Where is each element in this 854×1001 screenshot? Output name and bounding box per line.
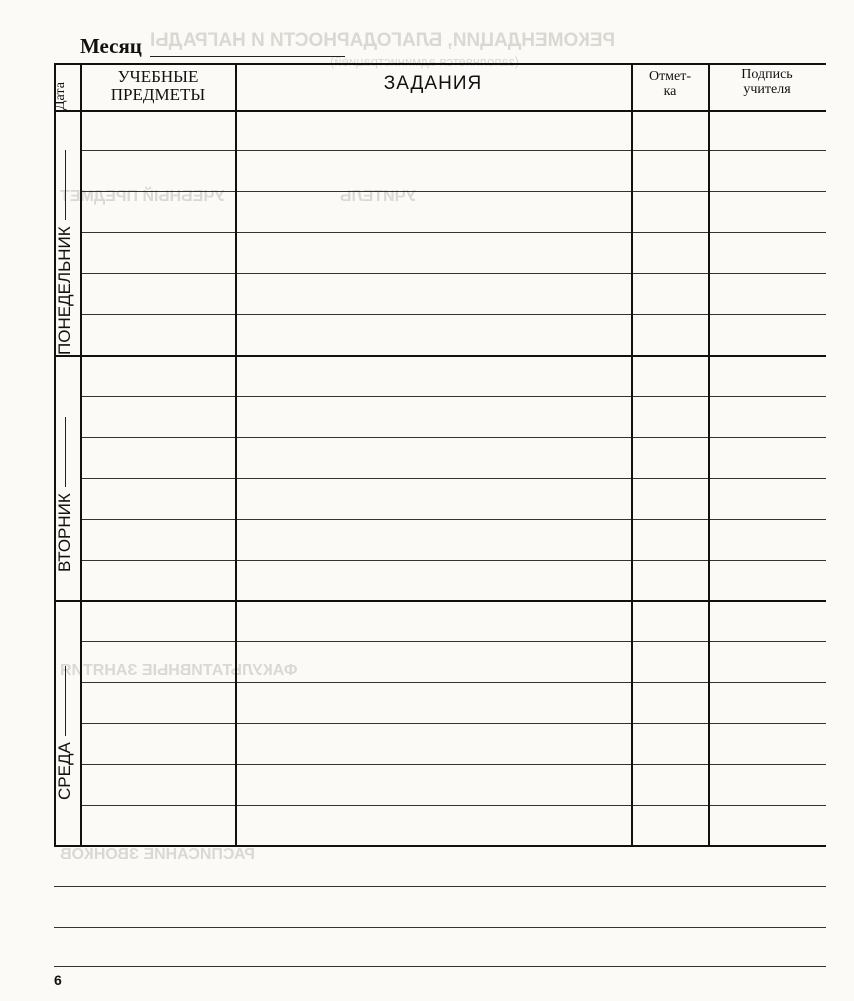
- subjects-column-header: [82, 68, 234, 104]
- mark-header-line1: Отмет-: [648, 69, 692, 84]
- day-name-wednesday: СРЕДА: [55, 742, 74, 800]
- month-field[interactable]: [150, 56, 345, 57]
- notes-line[interactable]: [54, 927, 826, 928]
- day-label-tuesday: [55, 417, 75, 572]
- notes-line[interactable]: [54, 966, 826, 967]
- day-name-monday: ПОНЕДЕЛЬНИК: [55, 226, 74, 355]
- row-line: [80, 764, 826, 765]
- signature-header-line1: Подпись: [741, 67, 793, 82]
- day-separator: [54, 600, 826, 602]
- row-line: [80, 191, 826, 192]
- date-field-tuesday[interactable]: [65, 417, 66, 487]
- month-label: Месяц: [80, 34, 142, 58]
- row-line: [80, 805, 826, 806]
- row-line: [80, 723, 826, 724]
- mark-column-header: [632, 70, 708, 99]
- show-through-subtitle: (заполняется администрацией): [330, 54, 519, 69]
- show-through-title: РЕКОМЕНДАЦИИ, БЛАГОДАРНОСТИ И НАГРАДЫ: [150, 30, 616, 51]
- table-top-border: [54, 63, 826, 65]
- row-line: [80, 641, 826, 642]
- signature-header-line2: учителя: [743, 81, 791, 97]
- day-label-monday: [55, 150, 75, 355]
- row-line: [80, 232, 826, 233]
- row-line: [80, 150, 826, 151]
- row-line: [80, 682, 826, 683]
- column-line-date: [80, 63, 82, 846]
- row-line: [80, 273, 826, 274]
- date-field-monday[interactable]: [65, 150, 66, 220]
- signature-column-header: [710, 68, 824, 97]
- date-column-header: Дата: [53, 82, 68, 110]
- row-line: [80, 396, 826, 397]
- page-number: 6: [54, 972, 62, 988]
- column-line-tasks: [631, 63, 633, 846]
- show-through-section2: ФАКУЛЬТАТИВНЫЕ ЗАНЯТИЯ: [60, 662, 298, 679]
- mark-header-line2: ка: [663, 83, 677, 99]
- date-field-wednesday[interactable]: [65, 666, 66, 736]
- row-line: [80, 314, 826, 315]
- row-line: [80, 519, 826, 520]
- column-line-subjects: [235, 63, 237, 846]
- column-line-mark: [708, 63, 710, 846]
- day-separator: [54, 355, 826, 357]
- day-label-wednesday: [55, 666, 75, 800]
- subjects-header-line1: УЧЕБНЫЕ: [117, 67, 199, 86]
- row-line: [80, 478, 826, 479]
- row-line: [80, 560, 826, 561]
- show-through-section1b: УЧИТЕЛЬ: [340, 188, 416, 205]
- day-name-tuesday: ВТОРНИК: [55, 493, 74, 572]
- show-through-section3: РАСПИСАНИЕ ЗВОНКОВ: [60, 846, 255, 863]
- tasks-column-header: ЗАДАНИЯ: [383, 73, 483, 94]
- row-line: [80, 437, 826, 438]
- subjects-header-line2: ПРЕДМЕТЫ: [110, 84, 206, 104]
- show-through-section1: УЧЕБНЫЙ ПРЕДМЕТ: [60, 188, 225, 205]
- header-bottom-border: [54, 110, 826, 112]
- notes-line[interactable]: [54, 886, 826, 887]
- table-bottom-border: [54, 845, 826, 847]
